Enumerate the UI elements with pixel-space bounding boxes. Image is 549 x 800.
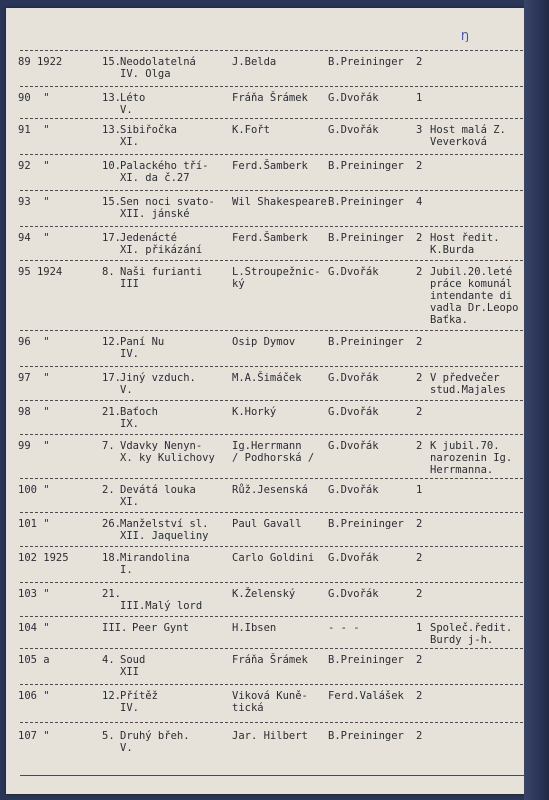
table-row — [6, 552, 524, 592]
record-author: Fráňa Šrámek — [232, 654, 308, 666]
record-director: G.Dvořák — [328, 588, 379, 600]
record-date: 4. — [102, 654, 115, 666]
record-title: Manželství sl. XII. Jaqueliny — [120, 518, 209, 542]
table-row — [6, 690, 524, 730]
record-number: 99 " — [18, 440, 50, 452]
record-date: 21. — [102, 588, 121, 600]
record-author: M.A.Šimáček — [232, 372, 302, 384]
record-date: 12. — [102, 690, 121, 702]
table-row — [6, 654, 524, 694]
record-count: 1 — [416, 92, 423, 104]
record-number: 94 " — [18, 232, 50, 244]
record-number: 105 a — [18, 654, 50, 666]
record-number: 93 " — [18, 196, 50, 208]
record-title: Neodolatelná IV. Olga — [120, 56, 196, 80]
record-number: 98 " — [18, 406, 50, 418]
record-title: Jiný vzduch. V. — [120, 372, 196, 396]
record-director: G.Dvořák — [328, 440, 379, 452]
table-row — [6, 730, 524, 770]
record-date: III. — [102, 622, 128, 634]
record-date: 8. — [102, 266, 115, 278]
record-number: 96 " — [18, 336, 50, 348]
record-author: Fráňa Šrámek — [232, 92, 308, 104]
record-author: K.Horký — [232, 406, 277, 418]
record-title: Peer Gynt — [132, 622, 189, 634]
record-director: B.Preininger — [328, 336, 404, 348]
record-count: 2 — [416, 518, 423, 530]
record-title: Přítěž IV. — [120, 690, 158, 714]
page-edge — [524, 0, 549, 800]
row-divider — [20, 330, 528, 331]
record-number: 103 " — [18, 588, 50, 600]
record-author: Viková Kuně- tická — [232, 690, 308, 714]
record-director: G.Dvořák — [328, 92, 379, 104]
record-title: Druhý břeh. V. — [120, 730, 190, 754]
record-count: 2 — [416, 56, 423, 68]
record-author: Ig.Herrmann / Podhorská / — [232, 440, 315, 464]
record-number: 100 " — [18, 484, 50, 496]
record-director: G.Dvořák — [328, 372, 379, 384]
record-note: Host ředit. K.Burda — [430, 232, 500, 256]
table-row — [6, 336, 524, 376]
record-director: G.Dvořák — [328, 552, 379, 564]
record-director: Ferd.Valášek — [328, 690, 404, 702]
record-number: 104 " — [18, 622, 50, 634]
record-count: 2 — [416, 654, 423, 666]
record-title: Devátá louka XI. — [120, 484, 196, 508]
record-director: G.Dvořák — [328, 406, 379, 418]
record-number: 90 " — [18, 92, 50, 104]
record-date: 12. — [102, 336, 121, 348]
record-director: B.Preininger — [328, 232, 404, 244]
record-title: Naši furianti III — [120, 266, 203, 290]
record-count: 4 — [416, 196, 423, 208]
record-number: 97 " — [18, 372, 50, 384]
record-author: L.Stroupežnic- ký — [232, 266, 321, 290]
record-title: Sibiřočka XI. — [120, 124, 177, 148]
record-director: B.Preininger — [328, 730, 404, 742]
record-count: 2 — [416, 336, 423, 348]
record-date: 13. — [102, 92, 121, 104]
record-number: 101 " — [18, 518, 50, 530]
record-author: Carlo Goldini — [232, 552, 315, 564]
record-date: 15. — [102, 56, 121, 68]
record-author: Ferd.Šamberk — [232, 160, 308, 172]
record-director: B.Preininger — [328, 56, 404, 68]
record-author: Paul Gavall — [232, 518, 302, 530]
record-count: 2 — [416, 160, 423, 172]
record-number: 91 " — [18, 124, 50, 136]
record-director: - - - — [328, 622, 360, 634]
record-count: 2 — [416, 552, 423, 564]
record-director: B.Preininger — [328, 518, 404, 530]
table-row — [6, 440, 524, 480]
record-title: Soud XII — [120, 654, 146, 678]
record-director: B.Preininger — [328, 160, 404, 172]
record-count: 2 — [416, 730, 423, 742]
record-date: 15. — [102, 196, 121, 208]
record-author: Ferd.Šamberk — [232, 232, 308, 244]
footer-rule — [20, 775, 528, 776]
record-title: Léto V. — [120, 92, 146, 116]
record-count: 2 — [416, 588, 423, 600]
record-count: 2 — [416, 406, 423, 418]
record-author: K.Želenský — [232, 588, 296, 600]
record-director: G.Dvořák — [328, 484, 379, 496]
record-count: 2 — [416, 690, 423, 702]
record-date: 10. — [102, 160, 121, 172]
record-date: 13. — [102, 124, 121, 136]
record-author: Wil Shakespeare — [232, 196, 327, 208]
record-number: 92 " — [18, 160, 50, 172]
record-title: Sen noci svato- XII. jánské — [120, 196, 215, 220]
record-count: 2 — [416, 232, 423, 244]
record-number: 106 " — [18, 690, 50, 702]
record-note: K jubil.70. narozenin Ig. Herrmanna. — [430, 440, 513, 476]
record-title: Mirandolina I. — [120, 552, 190, 576]
record-author: K.Fořt — [232, 124, 270, 136]
record-title: Paní Nu IV. — [120, 336, 165, 360]
record-note: Jubil.20.leté práce komunál intendante di vadla Dr.Leopo Baťka. — [430, 266, 519, 326]
record-date: 21. — [102, 406, 121, 418]
record-date: 2. — [102, 484, 115, 496]
record-number: 102 1925 — [18, 552, 69, 564]
record-title: Baťoch IX. — [120, 406, 158, 430]
record-note: Host malá Z. Veverková — [430, 124, 506, 148]
record-count: 1 — [416, 484, 423, 496]
table-row — [6, 160, 524, 200]
record-count: 3 — [416, 124, 423, 136]
record-date: 17. — [102, 232, 121, 244]
record-title: Jedenácté XI. přikázání — [120, 232, 203, 256]
record-count: 2 — [416, 266, 423, 278]
record-count: 2 — [416, 440, 423, 452]
record-count: 2 — [416, 372, 423, 384]
record-director: G.Dvořák — [328, 124, 379, 136]
record-author: Jar. Hilbert — [232, 730, 308, 742]
record-director: G.Dvořák — [328, 266, 379, 278]
record-number: 95 1924 — [18, 266, 63, 278]
record-date: 26. — [102, 518, 121, 530]
record-author: J.Belda — [232, 56, 277, 68]
record-author: Osip Dymov — [232, 336, 296, 348]
record-date: 18. — [102, 552, 121, 564]
ledger-page — [6, 8, 524, 794]
record-note: Společ.ředit. Burdy j-h. — [430, 622, 513, 646]
record-number: 89 1922 — [18, 56, 63, 68]
record-count: 1 — [416, 622, 423, 634]
record-author: Růž.Jesenská — [232, 484, 308, 496]
page-mark: Ŋ — [461, 30, 470, 43]
table-row — [6, 56, 524, 96]
table-row — [6, 124, 524, 164]
record-note: V předvečer stud.Majales — [430, 372, 506, 396]
record-title: III.Malý lord — [120, 600, 203, 612]
record-director: B.Preininger — [328, 654, 404, 666]
record-author: H.Ibsen — [232, 622, 277, 634]
record-number: 107 " — [18, 730, 50, 742]
record-date: 7. — [102, 440, 115, 452]
record-date: 17. — [102, 372, 121, 384]
record-title: Palackého tří- XI. da č.27 — [120, 160, 209, 184]
table-row — [6, 266, 524, 326]
record-date: 5. — [102, 730, 115, 742]
record-director: B.Preininger — [328, 196, 404, 208]
row-divider — [20, 50, 528, 51]
record-title: Vdavky Nenyn- X. ky Kulichovy — [120, 440, 215, 464]
table-row — [6, 196, 524, 236]
